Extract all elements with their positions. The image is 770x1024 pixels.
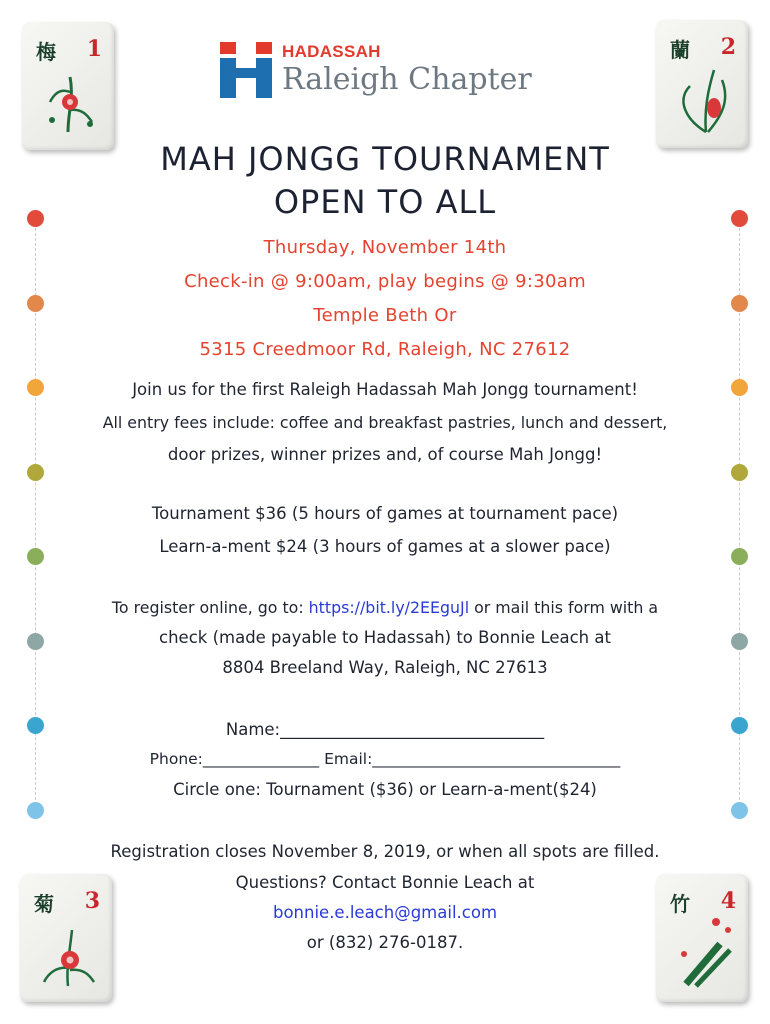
orchid-icon [656,20,748,148]
price-learnament: Learn-a-ment $24 (3 hours of games at a slower pace) [159,537,611,556]
decorative-dot [27,295,44,312]
decorative-dot [731,717,748,734]
tile-number: 3 [84,888,100,914]
decorative-dot [731,295,748,312]
register-prefix: To register online, go to: [111,598,309,617]
decorative-dot [27,633,44,650]
decorative-dot [27,379,44,396]
decorative-dot [731,802,748,819]
closing-line-4: or (832) 276-0187. [306,933,464,952]
decorative-dot [731,464,748,481]
intro-line-2: All entry fees include: coffee and breakfast pastries, lunch and dessert, [102,413,668,432]
tile-character: 蘭 [670,38,690,62]
event-time: Check-in @ 9:00am, play begins @ 9:30am [184,271,586,292]
page-title-line2: OPEN TO ALL [273,183,497,221]
tile-character: 菊 [34,892,54,916]
logo-brand: HADASSAH [282,42,381,61]
tile-number: 1 [86,36,102,62]
register-suffix: or mail this form with a [469,598,659,617]
decorative-dot [731,633,748,650]
form-name-field[interactable]: Name:________________________________ [225,720,545,739]
intro-line-1: Join us for the first Raleigh Hadassah Mah Jongg tournament! [132,380,638,399]
mahjong-tile-2 [656,20,748,148]
register-line-3: 8804 Breeland Way, Raleigh, NC 27613 [222,658,548,677]
price-tournament: Tournament $36 (5 hours of games at tournament pace) [151,504,619,523]
page-title-line1: MAH JONGG TOURNAMENT [160,140,610,178]
decorative-dot [27,464,44,481]
plum-flower-icon [22,22,114,150]
hadassah-logo [220,40,560,104]
decorative-dot [27,802,44,819]
register-line-1 [0,598,770,617]
tile-character: 梅 [36,40,56,64]
intro-line-3: door prizes, winner prizes and, of course Mah Jongg! [167,445,603,464]
logo-chapter: Raleigh Chapter [282,62,532,97]
register-line-2: check (made payable to Hadassah) to Bonnie Leach at [159,628,611,647]
decorative-dot [731,379,748,396]
event-date: Thursday, November 14th [263,237,507,258]
mahjong-tile-1 [22,22,114,150]
tile-number: 4 [720,888,736,914]
decorative-dot [27,717,44,734]
decorative-dot [731,548,748,565]
decorative-dots-left [27,210,45,810]
event-venue: Temple Beth Or [313,305,457,326]
decorative-dot [731,210,748,227]
decorative-dot [27,210,44,227]
decorative-dot [27,548,44,565]
tile-character: 竹 [670,892,690,916]
form-phone-email-field[interactable]: Phone:_______________ Email:________________________________ [149,750,621,768]
form-circle-one[interactable]: Circle one: Tournament ($36) or Learn-a-ment($24) [173,780,597,799]
closing-line-1: Registration closes November 8, 2019, or when all spots are filled. [110,842,660,861]
decorative-dots-right [731,210,749,810]
event-address: 5315 Creedmoor Rd, Raleigh, NC 27612 [199,339,571,360]
hadassah-h-mark-icon [220,42,272,98]
contact-email-link[interactable]: bonnie.e.leach@gmail.com [272,903,498,922]
register-link[interactable]: https://bit.ly/2EEguJl [308,598,470,617]
closing-line-2: Questions? Contact Bonnie Leach at [235,873,535,892]
tile-number: 2 [720,34,736,60]
